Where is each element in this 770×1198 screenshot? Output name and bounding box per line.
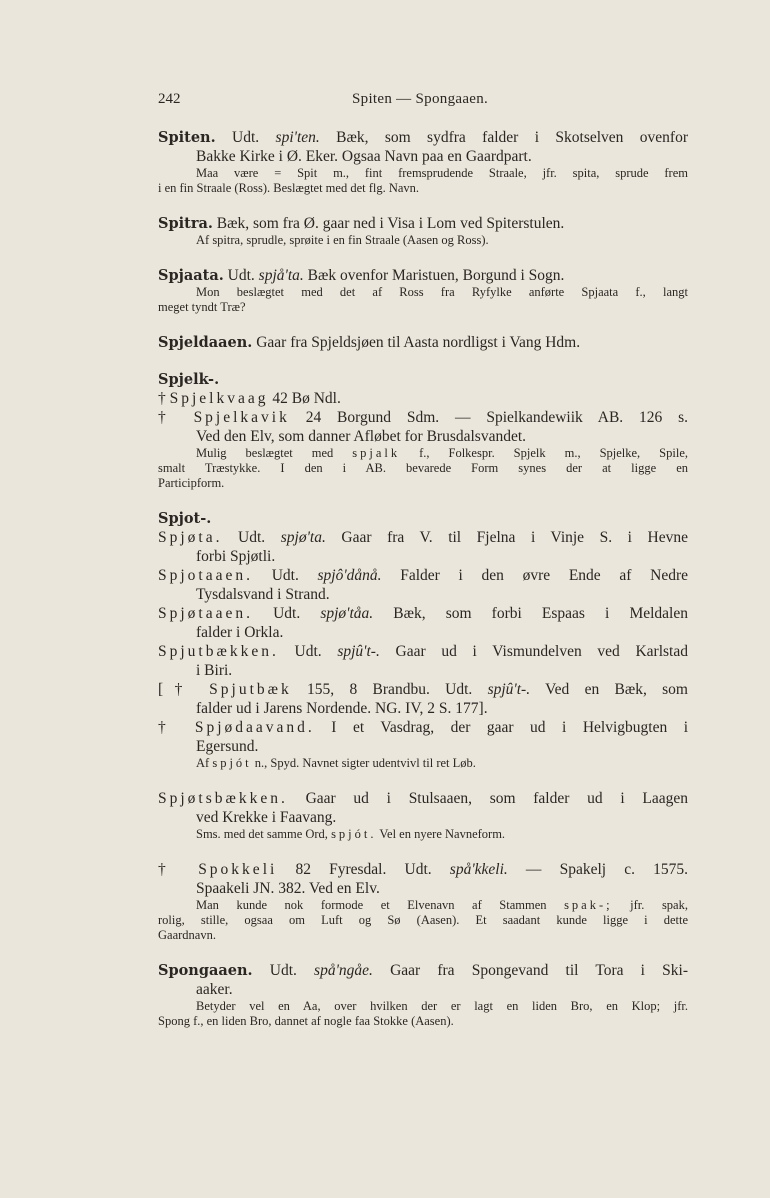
- headword: Spjeldaaen.: [158, 334, 253, 351]
- sub-entry: Spjøtaaen. Udt. spjø'tåa. Bæk, som forbi Espaas i Meldalen: [158, 605, 688, 622]
- entry-spongaaen: [158, 961, 688, 1029]
- text-line: Spaakeli JN. 382. Ved en Elv.: [196, 880, 380, 897]
- sub-entry: Spjutbækken. Udt. spjû't-. Gaar ud i Vismundelven ved Karlstad: [158, 643, 688, 660]
- entry-group-spjot: [158, 509, 688, 771]
- sub-entry: † Spjelkavik 24 Borgund Sdm. — Spielkandewiik AB. 126 s.: [158, 409, 688, 426]
- sub-entry: Spjøta. Udt. spjø'ta. Gaar fra V. til Fjelna i Vinje S. i Hevne: [158, 529, 688, 546]
- entry-spiten: [158, 128, 688, 196]
- sub-entry: [† Spjutbæk 155, 8 Brandbu. Udt. spjû't-. Ved en Bæk, som: [158, 681, 688, 698]
- headword: Spitra.: [158, 215, 213, 232]
- sub-entry: † Spjødaavand. I et Vasdrag, der gaar ud i Helvigbugten i: [158, 719, 689, 736]
- text-line: Bakke Kirke i Ø. Eker. Ogsaa Navn paa en Gaardpart.: [196, 148, 532, 165]
- text-line: Egersund.: [196, 738, 259, 755]
- text-line: Spjeldaaen. Gaar fra Spjeldsjøen til Aasta nordligst i Vang Hdm.: [158, 334, 581, 351]
- text-line: aaker.: [196, 981, 233, 998]
- note-line: smalt Træstykke. I den i AB. bevarede Form synes der at ligge en: [158, 461, 688, 475]
- text-line: Ved den Elv, som danner Afløbet for Brusdalsvandet.: [196, 428, 527, 445]
- entry-spokkeli: [158, 860, 688, 943]
- note-line: Participform.: [158, 476, 225, 490]
- note-line: rolig, stille, ogsaa om Luft og Sø (Aasen). Et saadant kunde ligge i dette: [158, 913, 688, 927]
- dictionary-content: [158, 128, 688, 1029]
- sub-entry: † Spjelkvaag 42 Bø Ndl.: [158, 390, 341, 407]
- note-line: Spong f., en liden Bro, dannet af nogle faa Stokke (Aasen).: [158, 1014, 454, 1028]
- headword: Spiten.: [158, 129, 216, 146]
- sub-entry: Spjotaaen. Udt. spjô'dånå. Falder i den øvre Ende af Nedre: [158, 567, 688, 584]
- text-line: falder ud i Jarens Nordende. NG. IV, 2 S. 177].: [196, 700, 488, 717]
- entry-group-spjelk: [158, 370, 688, 491]
- text-line: Spiten. Udt. spi'ten. Bæk, som sydfra falder i Skotselven ovenfor: [158, 129, 688, 146]
- etymology-note: Maa være = Spit m., fint fremsprudende Straale, jfr. spita, sprude frem: [196, 166, 688, 180]
- text-line: forbi Spjøtli.: [196, 548, 276, 565]
- text-line: [158, 370, 688, 389]
- entry-spjaata: [158, 266, 688, 315]
- text-line: Spongaaen. Udt. spå'ngåe. Gaar fra Spongevand til Tora i Ski-: [158, 962, 688, 979]
- page-number: 242: [158, 91, 181, 107]
- headword: Spongaaen.: [158, 962, 253, 979]
- note-line: Gaardnavn.: [158, 928, 216, 942]
- etymology-note: Af spitra, sprudle, sprøite i en fin Straale (Aasen og Ross).: [196, 233, 489, 247]
- headword: Spjaata.: [158, 267, 224, 284]
- text-line: ved Krekke i Faavang.: [196, 809, 337, 826]
- text-line: Spjøtsbækken. Gaar ud i Stulsaaen, som falder ud i Laagen: [158, 790, 688, 807]
- etymology-note: Mulig beslægtet med spjalk f., Folkespr. Spjelk m., Spjelke, Spile,: [196, 446, 688, 460]
- text-line: † Spokkeli 82 Fyresdal. Udt. spå'kkeli. — Spakelj c. 1575.: [158, 861, 689, 878]
- entry-spjeldaaen: [158, 333, 688, 352]
- running-title: Spiten — Spongaaen.: [352, 91, 489, 107]
- text-line: Spitra. Bæk, som fra Ø. gaar ned i Visa i Lom ved Spiterstulen.: [158, 215, 565, 232]
- entry-spjotsbaekken: [158, 789, 688, 842]
- text-line: i Biri.: [196, 662, 233, 679]
- text-line: Spjaata. Udt. spjå'ta. Bæk ovenfor Maristuen, Borgund i Sogn.: [158, 267, 565, 284]
- group-heading: Spjelk-.: [158, 371, 220, 388]
- note-line: meget tyndt Træ?: [158, 300, 246, 314]
- group-heading: Spjot-.: [158, 510, 212, 527]
- etymology-note: Man kunde nok formode et Elvenavn af Stammen spak-; jfr. spak,: [196, 898, 688, 912]
- text-line: [158, 509, 688, 528]
- etymology-note: Betyder vel en Aa, over hvilken der er lagt en liden Bro, en Klop; jfr.: [196, 999, 688, 1013]
- etymology-note: Af spjót n., Spyd. Navnet sigter udentvivl til ret Løb.: [196, 756, 476, 770]
- entry-spitra: [158, 214, 688, 248]
- note-line: i en fin Straale (Ross). Beslægtet med det flg. Navn.: [158, 181, 420, 195]
- page-header: [158, 91, 686, 111]
- text-line: falder i Orkla.: [196, 624, 284, 641]
- etymology-note: Sms. med det samme Ord, spjót. Vel en nyere Navneform.: [196, 827, 506, 841]
- text-line: Tysdalsvand i Strand.: [196, 586, 330, 603]
- etymology-note: Mon beslægtet med det af Ross fra Ryfylke anførte Spjaata f., langt: [196, 285, 688, 299]
